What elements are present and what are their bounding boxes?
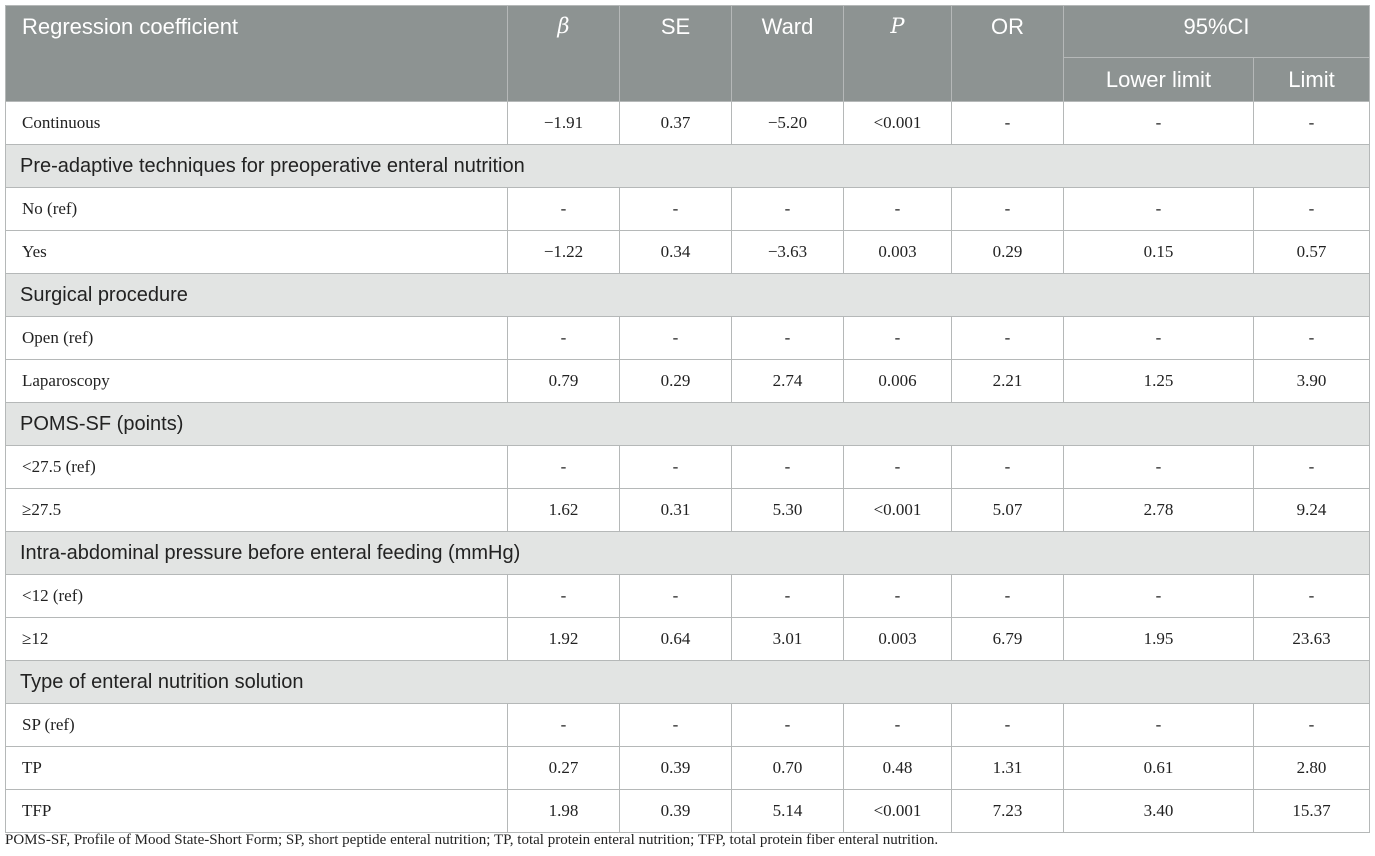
table-cell: -	[952, 446, 1064, 489]
table-cell: -	[508, 317, 620, 360]
table-cell: -	[952, 188, 1064, 231]
table-cell: 2.21	[952, 360, 1064, 403]
table-cell: 0.31	[620, 489, 732, 532]
table-cell: 23.63	[1254, 618, 1370, 661]
table-cell: -	[844, 188, 952, 231]
table-cell: 0.79	[508, 360, 620, 403]
table-cell: -	[620, 446, 732, 489]
table-cell: -	[732, 188, 844, 231]
table-cell: 0.37	[620, 102, 732, 145]
row-label: Laparoscopy	[6, 360, 508, 403]
section-label: Intra-abdominal pressure before enteral feeding (mmHg)	[6, 532, 1370, 575]
row-label: <12 (ref)	[6, 575, 508, 618]
table-cell: -	[1254, 102, 1370, 145]
table-cell: 0.29	[952, 231, 1064, 274]
table-cell: 0.57	[1254, 231, 1370, 274]
table-cell: <0.001	[844, 489, 952, 532]
row-label: Continuous	[6, 102, 508, 145]
table-cell: 3.01	[732, 618, 844, 661]
row-label: ≥12	[6, 618, 508, 661]
table-cell: 2.74	[732, 360, 844, 403]
table-cell: −1.91	[508, 102, 620, 145]
table-cell: -	[1064, 575, 1254, 618]
table-cell: -	[508, 446, 620, 489]
header-p: P	[844, 6, 952, 102]
table-cell: 9.24	[1254, 489, 1370, 532]
table-row	[6, 317, 1370, 360]
table-cell: 3.40	[1064, 790, 1254, 833]
table-cell: −1.22	[508, 231, 620, 274]
table-cell: -	[1254, 317, 1370, 360]
table-cell: 0.39	[620, 790, 732, 833]
table-cell: -	[952, 704, 1064, 747]
table-cell: 1.31	[952, 747, 1064, 790]
table-cell: 1.62	[508, 489, 620, 532]
table-cell: -	[732, 317, 844, 360]
table-cell: -	[508, 188, 620, 231]
table-cell: -	[732, 704, 844, 747]
table-cell: -	[508, 704, 620, 747]
header-ward: Ward	[732, 6, 844, 102]
table-cell: -	[1064, 704, 1254, 747]
table-cell: -	[952, 102, 1064, 145]
table-row	[6, 704, 1370, 747]
table-cell: 2.78	[1064, 489, 1254, 532]
table-cell: 0.003	[844, 618, 952, 661]
header-beta: β	[508, 6, 620, 102]
table-cell: 2.80	[1254, 747, 1370, 790]
table-cell: 0.70	[732, 747, 844, 790]
table-cell: <0.001	[844, 790, 952, 833]
table-cell: -	[1254, 575, 1370, 618]
table-cell: -	[620, 575, 732, 618]
table-row	[6, 231, 1370, 274]
table-header	[6, 6, 1370, 102]
table-cell: -	[508, 575, 620, 618]
table-cell: 6.79	[952, 618, 1064, 661]
table-cell: 15.37	[1254, 790, 1370, 833]
table-cell: -	[952, 575, 1064, 618]
table-cell: 0.006	[844, 360, 952, 403]
table-cell: -	[1064, 102, 1254, 145]
row-label: TP	[6, 747, 508, 790]
table-row	[6, 360, 1370, 403]
table-row	[6, 618, 1370, 661]
table-cell: -	[1254, 704, 1370, 747]
table-cell: 0.39	[620, 747, 732, 790]
table-cell: 0.27	[508, 747, 620, 790]
table-cell: -	[952, 317, 1064, 360]
section-row	[6, 145, 1370, 188]
header-regression-coefficient: Regression coefficient	[6, 6, 508, 102]
table-cell: -	[1254, 188, 1370, 231]
table-cell: 0.34	[620, 231, 732, 274]
table-cell: -	[732, 446, 844, 489]
table-row	[6, 102, 1370, 145]
table-cell: 5.07	[952, 489, 1064, 532]
table-cell: -	[844, 575, 952, 618]
table-cell: -	[844, 317, 952, 360]
table-cell: 0.48	[844, 747, 952, 790]
table-cell: 5.30	[732, 489, 844, 532]
table-row	[6, 747, 1370, 790]
header-or: OR	[952, 6, 1064, 102]
regression-table-container	[5, 5, 1369, 833]
section-label: Surgical procedure	[6, 274, 1370, 317]
table-cell: -	[844, 446, 952, 489]
table-footnote: POMS-SF, Profile of Mood State-Short Form; SP, short peptide enteral nutrition; TP, total protein enteral nutrition; TFP, total protein fiber enteral nutrition.	[5, 832, 939, 848]
table-cell: -	[620, 317, 732, 360]
table-cell: 3.90	[1254, 360, 1370, 403]
table-cell: -	[1064, 188, 1254, 231]
table-cell: 5.14	[732, 790, 844, 833]
regression-table	[5, 5, 1370, 833]
section-label: POMS-SF (points)	[6, 403, 1370, 446]
table-cell: 0.003	[844, 231, 952, 274]
row-label: No (ref)	[6, 188, 508, 231]
table-body	[6, 102, 1370, 833]
table-cell: -	[1064, 317, 1254, 360]
section-label: Pre-adaptive techniques for preoperative enteral nutrition	[6, 145, 1370, 188]
row-label: ≥27.5	[6, 489, 508, 532]
header-upper-limit: Limit	[1254, 58, 1370, 102]
table-cell: <0.001	[844, 102, 952, 145]
table-row	[6, 188, 1370, 231]
table-cell: 1.92	[508, 618, 620, 661]
header-lower-limit: Lower limit	[1064, 58, 1254, 102]
table-cell: −3.63	[732, 231, 844, 274]
table-row	[6, 790, 1370, 833]
header-95ci: 95%CI	[1064, 6, 1370, 58]
row-label: <27.5 (ref)	[6, 446, 508, 489]
table-row	[6, 575, 1370, 618]
table-cell: -	[620, 704, 732, 747]
table-cell: 1.98	[508, 790, 620, 833]
row-label: Open (ref)	[6, 317, 508, 360]
table-cell: −5.20	[732, 102, 844, 145]
row-label: SP (ref)	[6, 704, 508, 747]
table-row	[6, 489, 1370, 532]
table-cell: -	[1254, 446, 1370, 489]
section-row	[6, 661, 1370, 704]
table-cell: -	[732, 575, 844, 618]
table-cell: 0.29	[620, 360, 732, 403]
table-row	[6, 446, 1370, 489]
table-cell: 1.95	[1064, 618, 1254, 661]
table-cell: -	[620, 188, 732, 231]
table-cell: -	[844, 704, 952, 747]
table-cell: 7.23	[952, 790, 1064, 833]
row-label: Yes	[6, 231, 508, 274]
header-se: SE	[620, 6, 732, 102]
section-label: Type of enteral nutrition solution	[6, 661, 1370, 704]
table-cell: 1.25	[1064, 360, 1254, 403]
table-cell: 0.64	[620, 618, 732, 661]
section-row	[6, 532, 1370, 575]
table-cell: 0.61	[1064, 747, 1254, 790]
table-cell: 0.15	[1064, 231, 1254, 274]
table-cell: -	[1064, 446, 1254, 489]
section-row	[6, 274, 1370, 317]
row-label: TFP	[6, 790, 508, 833]
section-row	[6, 403, 1370, 446]
